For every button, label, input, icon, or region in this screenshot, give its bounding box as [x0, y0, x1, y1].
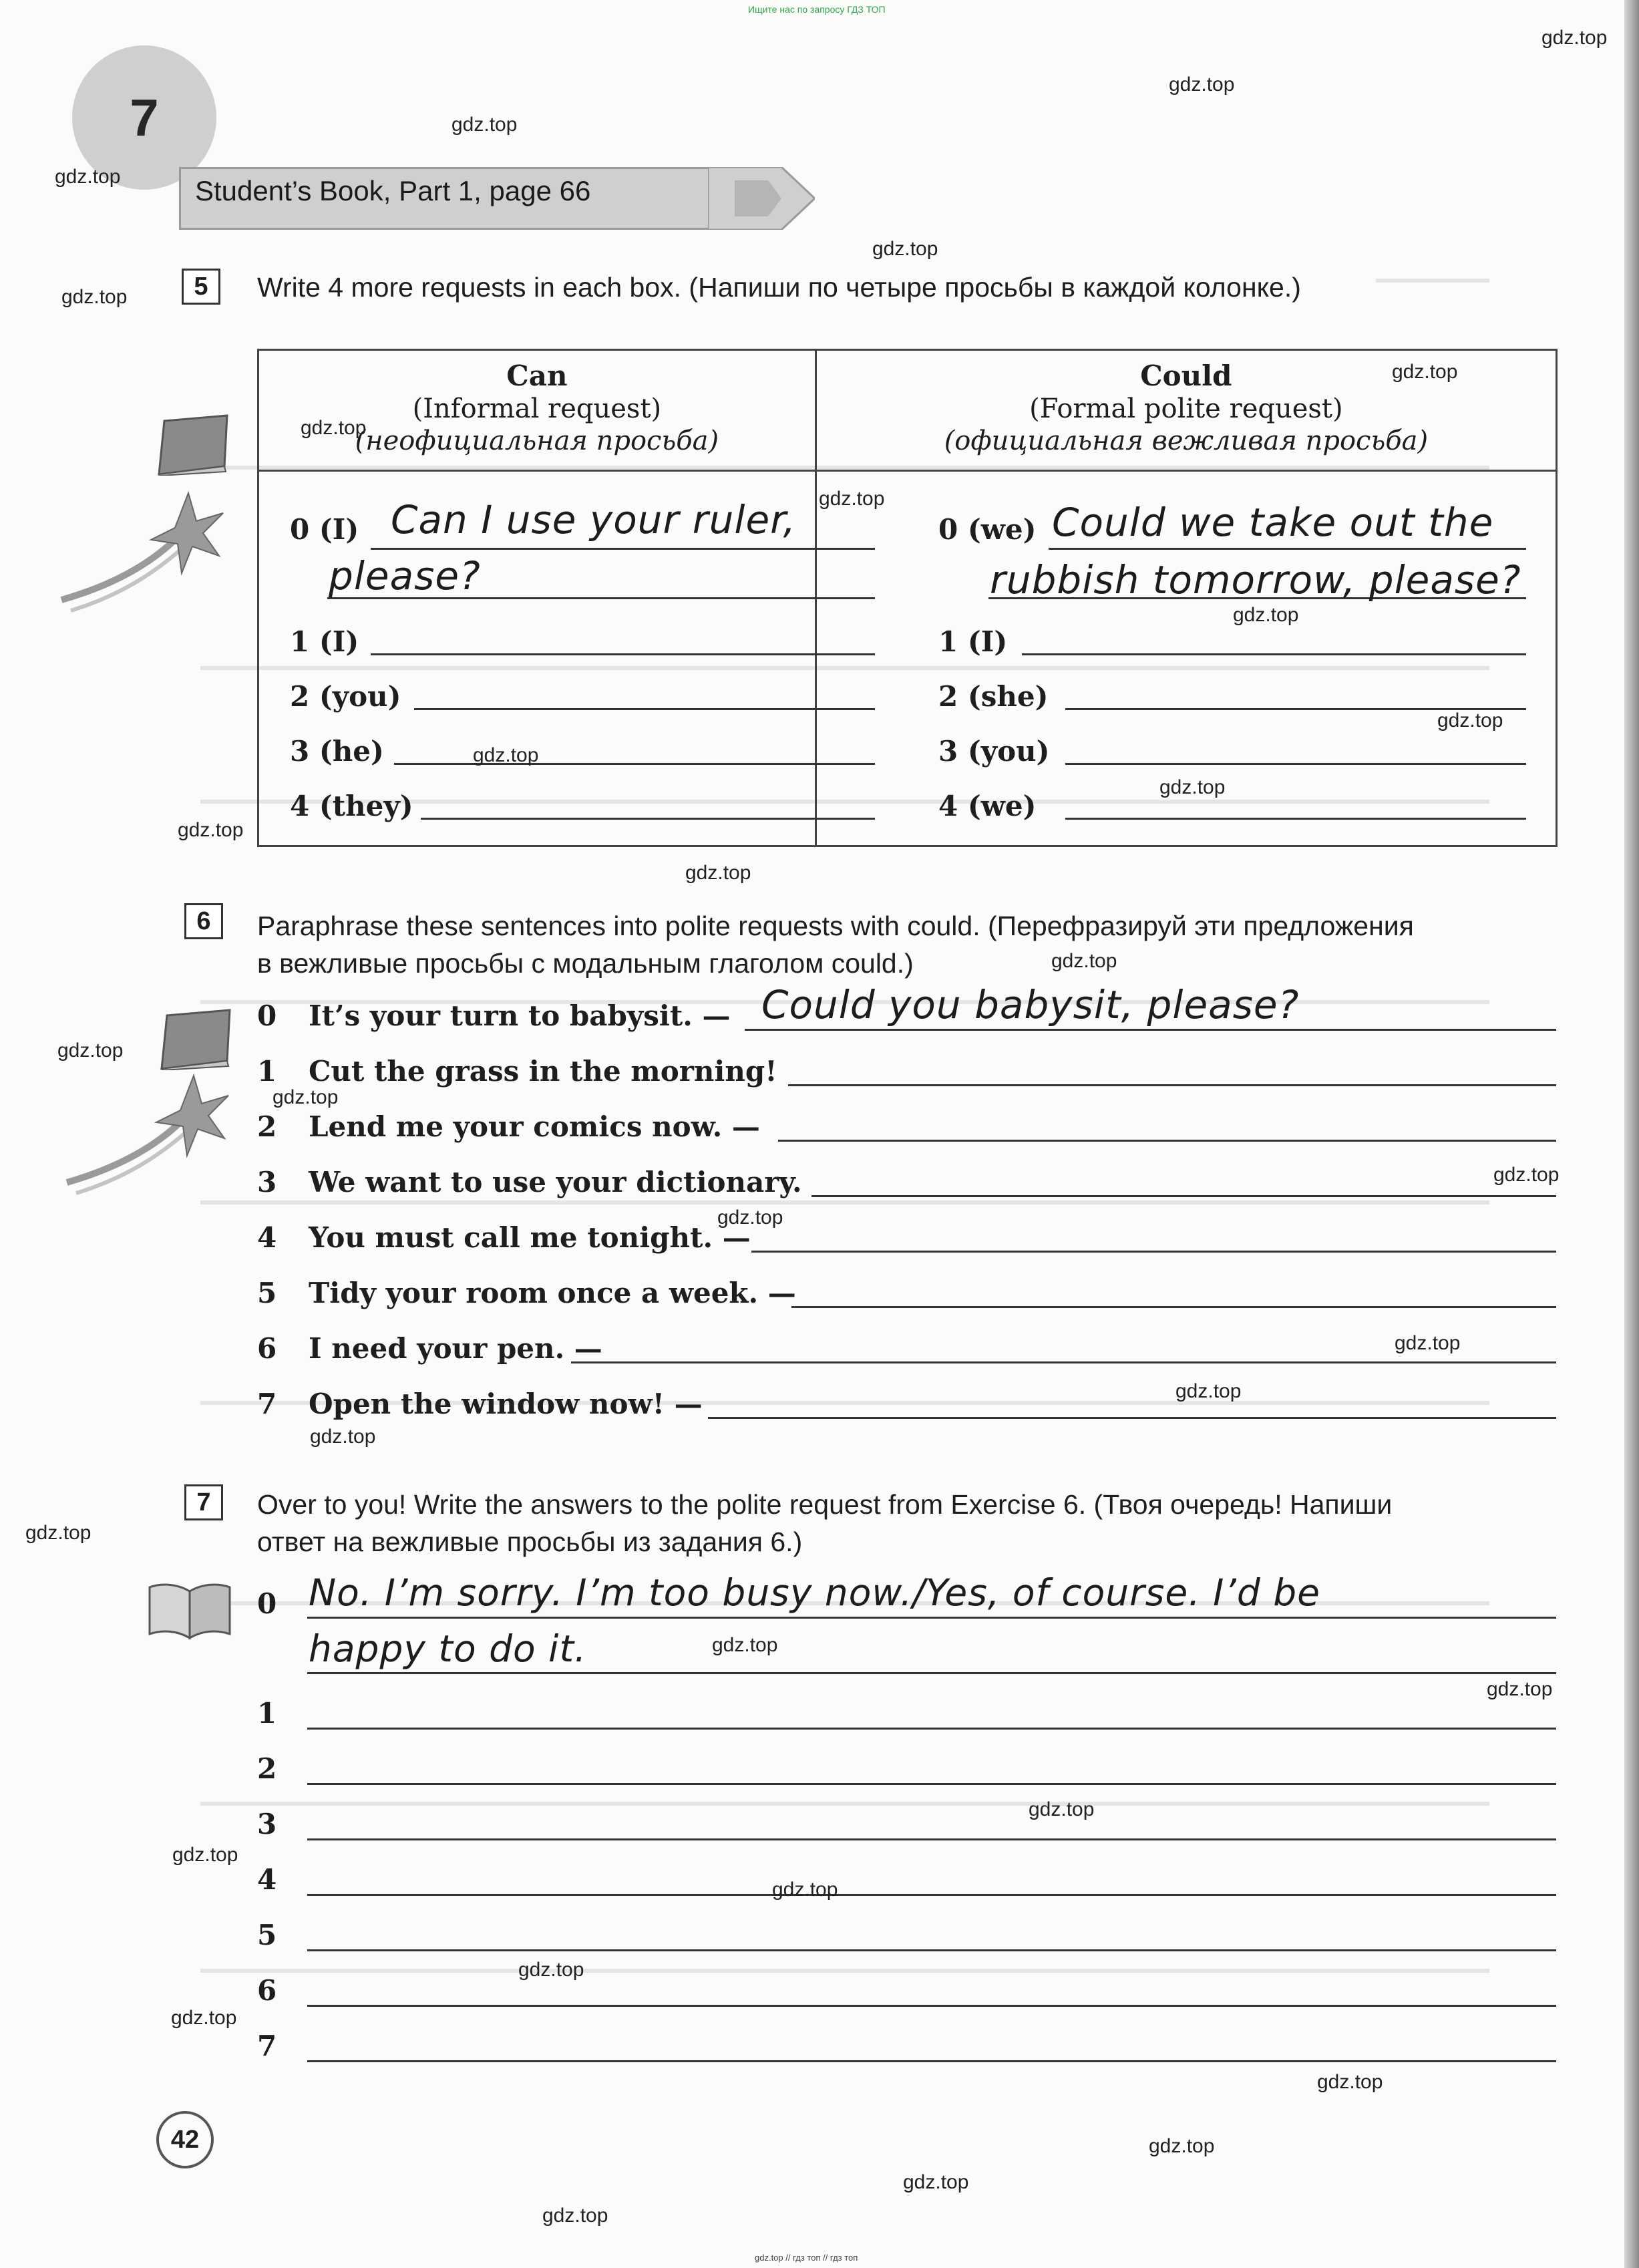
exercise-7-answer-line-1[interactable] — [307, 1728, 1556, 1730]
exercise-7-item-number: 6 — [257, 1974, 277, 2007]
watermark: gdz.top — [272, 1086, 339, 1108]
watermark: gdz.top — [1317, 2071, 1383, 2093]
could-row-label: 1 (I) — [938, 625, 1008, 658]
exercise-5-instruction: Write 4 more requests in each box. (Напиши по четыре просьбы в каждой колонке.) — [257, 272, 1301, 303]
exercise-6-item-text: It’s your turn to babysit. — — [309, 999, 731, 1032]
exercise-7-item-number: 7 — [257, 2030, 277, 2062]
could-answer-line-3[interactable] — [1065, 763, 1526, 765]
exercise-7-handwritten-answer: happy to do it. — [309, 1627, 587, 1670]
watermark: gdz.top — [301, 417, 367, 439]
can-row-label: 3 (he) — [290, 735, 384, 768]
could-subtitle-ru: (официальная вежливая просьба) — [944, 426, 1429, 456]
watermark: gdz.top — [1487, 1678, 1553, 1700]
exercise-6-instruction: Paraphrase these sentences into polite requests with could. (Перефразируй эти предложения — [257, 911, 1414, 941]
exercise-7-instruction: ответ на вежливые просьбы из задания 6.) — [257, 1526, 803, 1557]
can-column-header — [258, 350, 816, 471]
can-answer-line-3[interactable] — [394, 763, 875, 765]
book-icon — [158, 1009, 236, 1070]
exercise-7-item-number: 1 — [257, 1697, 277, 1730]
watermark: gdz.top — [171, 2007, 237, 2029]
can-subtitle: (Informal request) — [412, 393, 662, 424]
watermark: gdz.top — [1175, 1380, 1242, 1402]
watermark: gdz.top — [712, 1634, 778, 1656]
exercise-6-answer-line-6[interactable] — [571, 1361, 1556, 1363]
watermark: gdz.top — [61, 286, 128, 308]
exercise-7-answer-line-5[interactable] — [307, 1949, 1556, 1951]
watermark: gdz.top — [772, 1879, 838, 1901]
watermark: gdz.top — [1051, 950, 1117, 972]
top-note: Ищите нас по запросу ГДЗ ТОП — [748, 4, 886, 15]
can-answer-line-2[interactable] — [414, 708, 875, 710]
exercise-7-number: 7 — [184, 1484, 223, 1520]
exercise-6-answer-line-7[interactable] — [708, 1417, 1556, 1419]
exercise-6-item-number: 7 — [257, 1388, 277, 1420]
exercise-6-answer-line-4[interactable] — [751, 1251, 1556, 1253]
exercise-7-answer-line-3[interactable] — [307, 1838, 1556, 1840]
exercise-6-item-number: 5 — [257, 1277, 277, 1309]
could-row-label: 4 (we) — [938, 790, 1037, 822]
exercise-7-answer-line-6[interactable] — [307, 2005, 1556, 2007]
watermark: gdz.top — [1493, 1164, 1560, 1186]
exercise-7-item-number: 4 — [257, 1863, 277, 1896]
exercise-6-answer-line-5[interactable] — [791, 1306, 1556, 1308]
watermark: gdz.top — [872, 238, 938, 260]
shooting-star-icon — [55, 486, 228, 613]
page-edge-shadow — [1624, 0, 1639, 2268]
watermark: gdz.top — [903, 2171, 969, 2193]
watermark: gdz.top — [1233, 604, 1299, 626]
exercise-7-handwritten-answer: No. I’m sorry. I’m too busy now./Yes, of course. I’d be — [309, 1571, 1321, 1614]
exercise-7-answer-line-2[interactable] — [307, 1783, 1556, 1785]
exercise-6-item-number: 3 — [257, 1166, 277, 1198]
can-row-label: 0 (I) — [290, 513, 359, 546]
exercise-6-item-number: 0 — [257, 999, 277, 1032]
exercise-6-item-text: We want to use your dictionary. — [309, 1166, 802, 1198]
could-answer-line-1[interactable] — [1022, 653, 1526, 655]
exercise-7-answer-line-7[interactable] — [307, 2060, 1556, 2062]
watermark: gdz.top — [451, 114, 518, 136]
can-handwritten-answer: Can I use your ruler, — [391, 497, 797, 542]
watermark: gdz.top — [542, 2205, 608, 2227]
could-subtitle: (Formal polite request) — [1029, 393, 1343, 424]
watermark: gdz.top — [25, 1522, 92, 1544]
exercise-7-item-number: 2 — [257, 1752, 277, 1785]
exercise-7-answer-line-0b[interactable] — [307, 1672, 1556, 1674]
watermark: gdz.top — [819, 488, 885, 510]
could-handwritten-answer: rubbish tomorrow, please? — [990, 557, 1521, 603]
exercise-7-answer-line-0a[interactable] — [307, 1617, 1556, 1619]
watermark: gdz.top — [518, 1959, 584, 1981]
could-handwritten-answer: Could we take out the — [1052, 500, 1494, 545]
exercise-6-item-number: 4 — [257, 1221, 277, 1254]
exercise-6-instruction: в вежливые просьбы с модальным глаголом could.) — [257, 948, 914, 979]
exercise-5-number: 5 — [182, 269, 220, 305]
exercise-6-item-text: Open the window now! — — [309, 1388, 703, 1420]
unit-number: 7 — [130, 88, 159, 147]
exercise-6-handwritten-answer: Could you babysit, please? — [761, 982, 1300, 1027]
open-book-icon — [146, 1581, 234, 1641]
exercise-7-item-number: 3 — [257, 1808, 277, 1840]
can-answer-line-0a[interactable] — [371, 548, 875, 550]
book-icon — [155, 414, 234, 476]
watermark: gdz.top — [1395, 1332, 1461, 1354]
watermark: gdz.top — [1169, 73, 1235, 96]
shooting-star-icon — [60, 1069, 234, 1196]
can-row-label: 4 (they) — [290, 790, 413, 822]
could-row-label: 2 (she) — [938, 680, 1049, 713]
exercise-6-item-text: Cut the grass in the morning! — [309, 1055, 777, 1088]
can-answer-line-1[interactable] — [371, 653, 875, 655]
page-number: 42 — [156, 2111, 214, 2168]
watermark: gdz.top — [172, 1844, 238, 1866]
exercise-7-item-number: 0 — [257, 1587, 277, 1620]
watermark: gdz.top — [57, 1039, 124, 1062]
watermark: gdz.top — [473, 744, 539, 766]
watermark: gdz.top — [1149, 2135, 1215, 2157]
exercise-7-answer-line-4[interactable] — [307, 1894, 1556, 1896]
watermark: gdz.top — [1029, 1798, 1095, 1820]
banner-arrow-decoration — [708, 167, 815, 230]
watermark: gdz.top — [310, 1426, 376, 1448]
exercise-7-item-number: 5 — [257, 1919, 277, 1951]
could-answer-line-0a[interactable] — [1049, 548, 1526, 550]
watermark: gdz.top — [55, 166, 121, 188]
exercise-6-number: 6 — [184, 903, 223, 939]
watermark: gdz.top — [1159, 776, 1226, 798]
exercise-6-item-text: Lend me your comics now. — — [309, 1110, 760, 1143]
exercise-6-item-number: 6 — [257, 1332, 277, 1365]
exercise-6-item-text: I need your pen. — — [309, 1332, 602, 1365]
watermark: gdz.top — [1541, 27, 1608, 49]
exercise-6-item-text: You must call me tonight. — — [309, 1221, 751, 1254]
exercise-6-item-number: 1 — [257, 1055, 277, 1088]
can-row-label: 2 (you) — [290, 680, 401, 713]
exercise-6-answer-line-3[interactable] — [811, 1195, 1556, 1197]
exercise-6-answer-line-2[interactable] — [778, 1140, 1556, 1142]
watermark: gdz.top — [178, 819, 244, 841]
can-title: Can — [506, 359, 568, 392]
watermark: gdz.top — [1392, 361, 1458, 383]
banner-title: Student’s Book, Part 1, page 66 — [195, 175, 591, 206]
watermark: gdz.top — [1437, 709, 1503, 732]
exercise-6-answer-line-0[interactable] — [745, 1029, 1556, 1031]
exercise-6-answer-line-1[interactable] — [788, 1084, 1556, 1086]
bottom-note: gdz.top // гдз топ // гдз топ — [755, 2253, 858, 2263]
exercise-6-item-text: Tidy your room once a week. — — [309, 1277, 796, 1309]
exercise-7-instruction: Over to you! Write the answers to the polite request from Exercise 6. (Твоя очередь! Напиши — [257, 1489, 1393, 1520]
could-answer-line-4[interactable] — [1065, 818, 1526, 820]
could-row-label: 3 (you) — [938, 735, 1050, 768]
can-subtitle-ru: (неофициальная просьба) — [355, 426, 719, 456]
exercise-6-item-number: 2 — [257, 1110, 277, 1143]
watermark: gdz.top — [685, 862, 751, 884]
could-row-label: 0 (we) — [938, 513, 1037, 546]
could-title: Could — [1140, 359, 1232, 392]
can-row-label: 1 (I) — [290, 625, 359, 658]
can-handwritten-answer: please? — [329, 553, 481, 599]
watermark: gdz.top — [717, 1206, 783, 1229]
can-answer-line-4[interactable] — [421, 818, 875, 820]
